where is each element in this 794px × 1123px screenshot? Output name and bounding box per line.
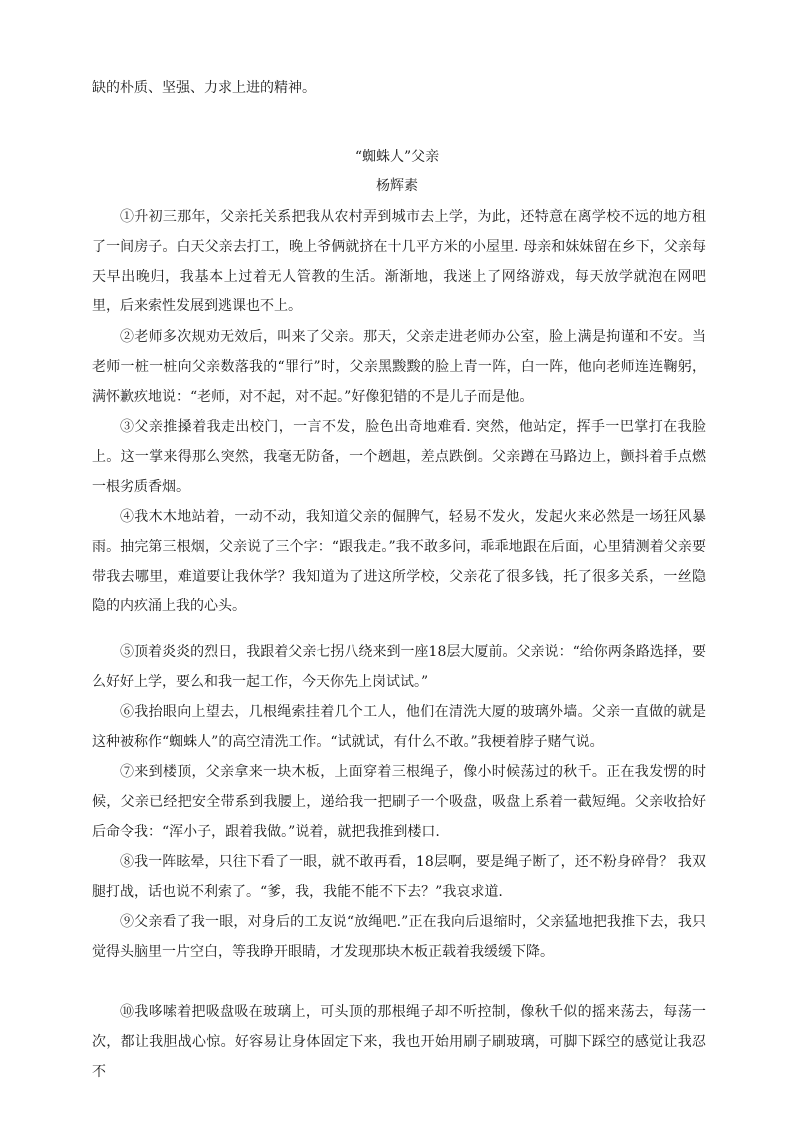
paragraph-1: ①升初三那年，父亲托关系把我从农村弄到城市去上学，为此，还特意在离学校不远的地方租了一间房子。白天父亲去打工，晚上爷俩就挤在十几平方米的小屋里. 母亲和妹妹留在乡下，父亲每天早出晚归，我基本上过着无人管教的生活。渐渐地，我迷上了网络游戏，每天放学就泡在网吧里，后来索性发展到逃课也不上。 [92,209,706,315]
article-title: “蜘蛛人”父亲 [354,149,440,165]
paragraph-9: ⑨父亲看了我一眼，对身后的工友说“放绳吧.”正在我向后退缩时，父亲猛地把我推下去，我只觉得头脑里一片空白，等我睁开眼睛，才发现那块木板正载着我缓缓下降。 [92,914,706,960]
paragraph-8: ⑧我一阵眩晕，只往下看了一眼，就不敢再看，18层啊，要是绳子断了，还不粉身碎骨？ 我双腿打战，话也说不利索了。“爹，我，我能不能不下去？”我哀求道. [92,854,706,900]
paragraph-2: ②老师多次规劝无效后，叫来了父亲。那天，父亲走进老师办公室，脸上满是拘谨和不安。当老师一桩一桩向父亲数落我的“罪行”时，父亲黑黢黢的脸上青一阵，白一阵，他向老师连连鞠躬，满怀歉疚地说：“老师，对不起，对不起。”好像犯错的不是儿子而是他。 [92,329,706,405]
paragraph-10: ⑩我哆嗦着把吸盘吸在玻璃上，可头顶的那根绳子却不听控制，像秋千似的摇来荡去，每荡一次，都让我胆战心惊。好容易让身体固定下来，我也开始用刷子刷玻璃，可脚下踩空的感觉让我忍不 [92,1004,706,1080]
intro-line: 缺的朴质、坚强、力求上进的精神。 [92,80,316,96]
paragraph-4: ④我木木地站着，一动不动，我知道父亲的倔脾气，轻易不发火，发起火来必然是一场狂风暴雨。抽完第三根烟，父亲说了三个字：“跟我走。”我不敢多问，乖乖地跟在后面，心里猜测着父亲要带我去哪里，难道要让我休学？我知道为了进这所学校，父亲花了很多钱，托了很多关系，一丝隐隐的内疚涌上我的心头。 [92,509,706,615]
paragraph-3: ③父亲推搡着我走出校门，一言不发，脸色出奇地难看. 突然，他站定，挥手一巴掌打在我脸上。这一掌来得那么突然，我毫无防备，一个趔趄，差点跌倒。父亲蹲在马路边上，颤抖着手点燃一根劣质香烟。 [92,419,706,495]
article-author: 杨辉素 [376,178,418,194]
paragraph-7: ⑦来到楼顶，父亲拿来一块木板，上面穿着三根绳子，像小时候荡过的秋千。正在我发愣的时候，父亲已经把安全带系到我腰上，递给我一把刷子一个吸盘，吸盘上系着一截短绳。父亲收拾好后命令我：“浑小子，跟着我做。”说着，就把我推到楼口. [92,764,706,840]
paragraph-5: ⑤顶着炎炎的烈日，我跟着父亲七拐八绕来到一座18层大厦前。父亲说：“给你两条路选择，要么好好上学，要么和我一起工作，今天你先上岗试试。” [92,644,706,690]
paragraph-6: ⑥我抬眼向上望去，几根绳索挂着几个工人，他们在清洗大厦的玻璃外墙。父亲一直做的就是这种被称作“蜘蛛人”的高空清洗工作。“试就试，有什么不敢。”我梗着脖子赌气说。 [92,704,706,750]
